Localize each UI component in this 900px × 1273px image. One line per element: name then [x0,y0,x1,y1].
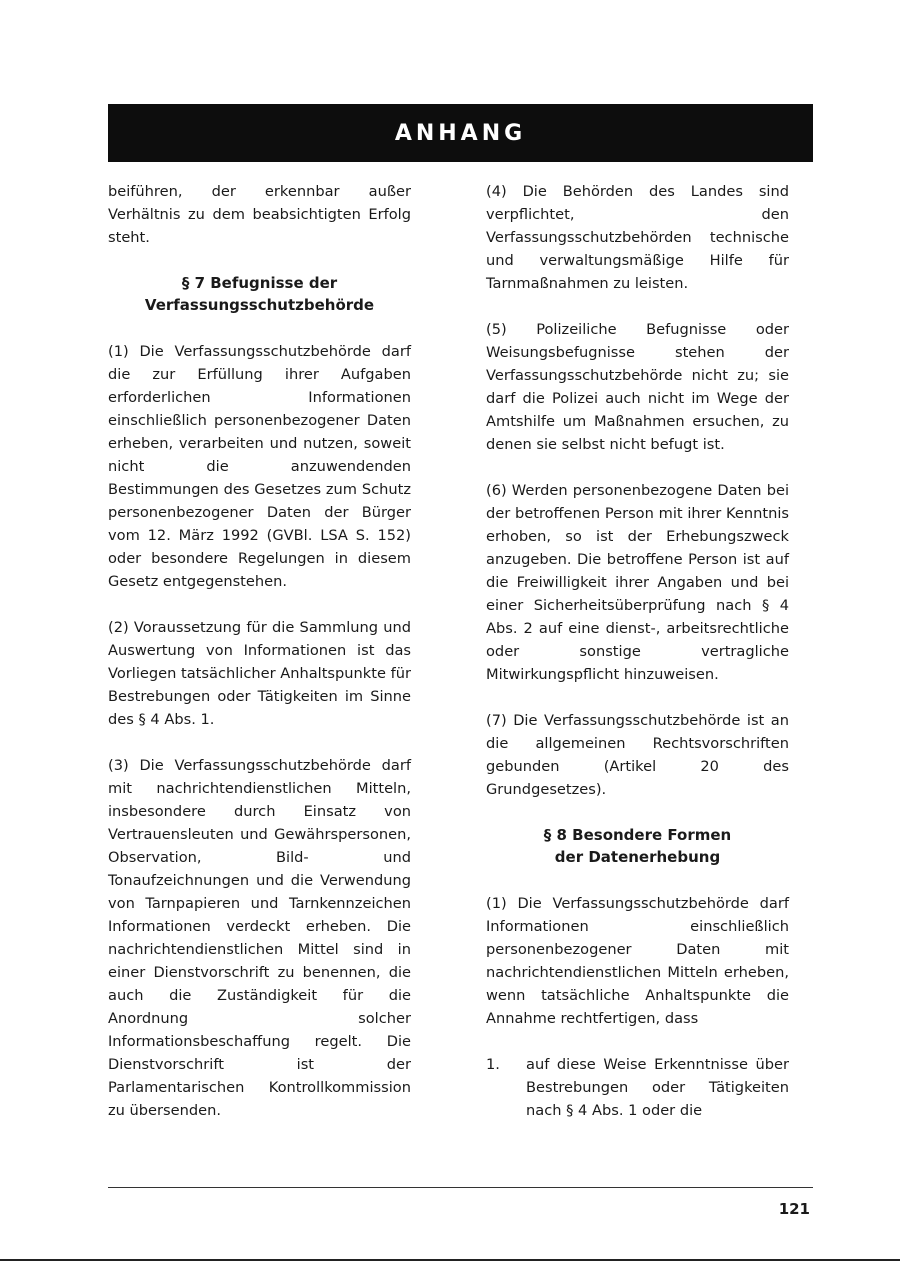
paragraph-7-2: (2) Voraussetzung für die Sammlung und Auswertung von Informationen ist das Vorliegen tatsächlicher Anhaltspunkte für Bestrebungen oder Tätigkeiten im Sinne des § 4 Abs. 1. [108,619,411,728]
section-7-heading [108,272,411,316]
section-8-heading-line2: der Datenerhebung [554,848,721,866]
left-column [108,180,411,1145]
paragraph-7-6: (6) Werden personenbezogene Daten bei der betroffenen Person mit ihrer Kenntnis erhoben, so ist der Erhebungszweck anzugeben. Die betroffene Person ist auf die Freiwilligkeit ihrer Angaben und bei einer Sicherheitsüberprüfung nach § 4 Abs. 2 auf eine dienst-, arbeitsrechtliche oder sonstige vertragliche Mitwirkungspflicht hinzuweisen. [486,482,789,683]
page-number: 121 [778,1200,810,1218]
paragraph-7-7: (7) Die Verfassungsschutzbehörde ist an die allgemeinen Rechtsvorschriften gebunden (Artikel 20 des Grundgesetzes). [486,712,789,798]
paragraph-7-3: (3) Die Verfassungsschutzbehörde darf mit nachrichtendienstlichen Mitteln, insbesondere durch Einsatz von Vertrauensleuten und Gewährspersonen, Observation, Bild- und Tonaufzeichnungen und die Verwendung von Tarnpapieren und Tarnkennzeichen Informationen verdeckt erheben. Die nachrichtendienstlichen Mittel sind in einer Dienstvorschrift zu benennen, die auch die Zuständigkeit für die Anordnung solcher Informationsbeschaffung regelt. Die Dienstvorschrift ist der Parlamentarischen Kontrollkommission zu übersenden. [108,757,411,1119]
paragraph-7-5: (5) Polizeiliche Befugnisse oder Weisungsbefugnisse stehen der Verfassungsschutzbehörde nicht zu; sie darf die Polizei auch nicht im Wege der Amtshilfe um Maßnahmen ersuchen, zu denen sie selbst nicht befugt ist. [486,321,789,453]
footer-divider [108,1187,813,1188]
paragraph-7-1: (1) Die Verfassungsschutzbehörde darf die zur Erfüllung ihrer Aufgaben erforderlichen Informationen einschließlich personenbezogener Daten erheben, verarbeiten und nutzen, soweit nicht die anzuwendenden Bestimmungen des Gesetzes zum Schutz personenbezogener Daten der Bürger vom 12. März 1992 (GVBl. LSA S. 152) oder besondere Regelungen in diesem Gesetz entgegenstehen. [108,343,411,590]
right-column [486,180,789,1122]
paragraph-8-1: (1) Die Verfassungsschutzbehörde darf Informationen einschließlich personenbezogener Daten mit nachrichtendienstlichen Mitteln erheben, wenn tatsächliche Anhaltspunkte die Annahme rechtfertigen, dass [486,895,789,1027]
list-item-text: auf diese Weise Erkenntnisse über Bestrebungen oder Tätigkeiten nach § 4 Abs. 1 oder die [526,1056,789,1119]
section-banner [108,104,813,162]
section-8-heading-line1: § 8 Besondere Formen [543,826,732,844]
intro-paragraph: beiführen, der erkennbar außer Verhältnis zu dem beabsichtigten Erfolg steht. [108,183,411,246]
section-7-heading-line2: Verfassungsschutzbehörde [144,296,375,314]
section-7-heading-line1: § 7 Befugnisse der [181,274,338,292]
bottom-edge-line [0,1259,900,1261]
paragraph-7-4: (4) Die Behörden des Landes sind verpflichtet, den Verfassungsschutzbehörden technische und verwaltungsmäßige Hilfe für Tarnmaßnahmen zu leisten. [486,183,789,292]
list-item-number: 1. [486,1056,500,1073]
list-item [486,1053,789,1122]
banner-title: ANHANG [394,120,527,146]
section-8-heading [486,824,789,868]
